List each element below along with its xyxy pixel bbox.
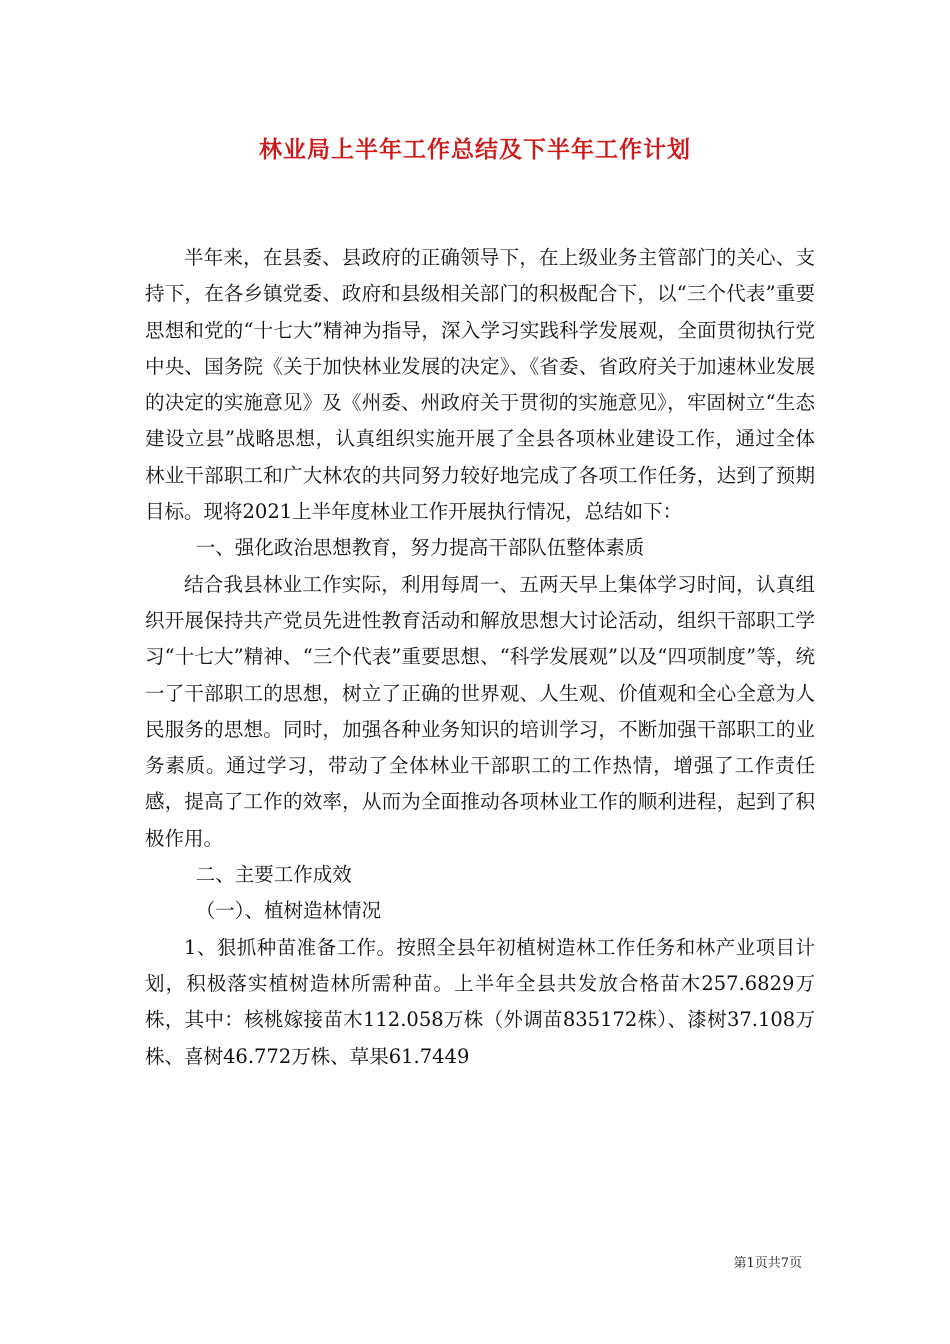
document-body xyxy=(145,240,815,1075)
paragraph-intro: 半年来，在县委、县政府的正确领导下，在上级业务主管部门的关心、支持下，在各乡镇党委、政府和县级相关部门的积极配合下，以“三个代表”重要思想和党的“十七大”精神为指导，深入学习实践科学发展观，全面贯彻执行党中央、国务院《关于加快林业发展的决定》、《省委、省政府关于加速林业发展的决定的实施意见》及《州委、州政府关于贯彻的实施意见》，牢固树立“生态建设立县”战略思想，认真组织实施开展了全县各项林业建设工作，通过全体林业干部职工和广大林农的共同努力较好地完成了各项工作任务，达到了预期目标。现将2021上半年度林业工作开展执行情况，总结如下： xyxy=(145,246,815,524)
section-heading-2: 二、主要工作成效 xyxy=(195,863,352,887)
paragraph-seedlings: 1、狠抓种苗准备工作。按照全县年初植树造林工作任务和林产业项目计划，积极落实植树造林所需种苗。上半年全县共发放合格苗木257.6829万株，其中：核桃嫁接苗木112.058万株（外调苗835172株）、漆树37.108万株、喜树46.772万株、草果61.7449 xyxy=(145,935,815,1068)
document-title: 林业局上半年工作总结及下半年工作计划 xyxy=(259,136,691,163)
subsection-heading-1: （一）、植树造林情况 xyxy=(195,899,381,923)
page-indicator: 第1页共7页 xyxy=(733,1256,802,1271)
section-heading-1: 一、强化政治思想教育，努力提高干部队伍整体素质 xyxy=(195,536,645,560)
paragraph-section-1: 结合我县林业工作实际，利用每周一、五两天早上集体学习时间，认真组织开展保持共产党员先进性教育活动和解放思想大讨论活动，组织干部职工学习“十七大”精神、“三个代表”重要思想、“科学发展观”以及“四项制度”等，统一了干部职工的思想，树立了正确的世界观、人生观、价值观和全心全意为人民服务的思想。同时，加强各种业务知识的培训学习，不断加强干部职工的业务素质。通过学习，带动了全体林业干部职工的工作热情，增强了工作责任感，提高了工作的效率，从而为全面推动各项林业工作的顺利进程，起到了积极作用。 xyxy=(145,572,815,850)
